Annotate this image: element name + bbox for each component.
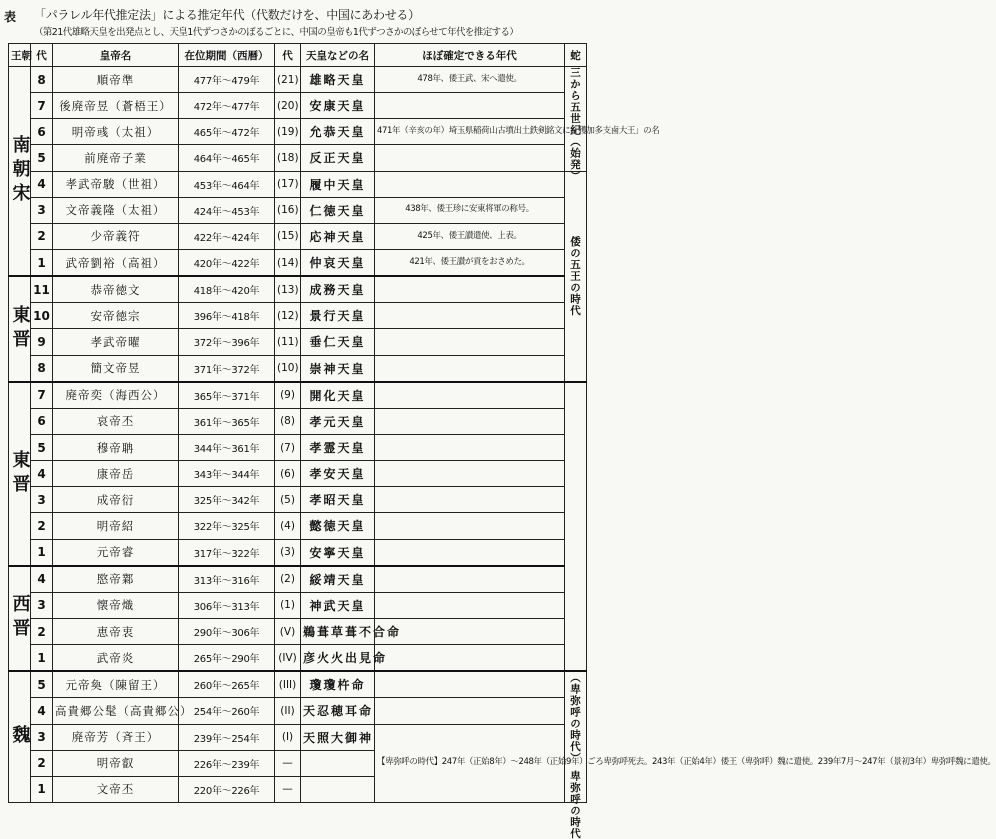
side-note-bottom: （卑弥呼の時代） 卑弥呼の時代 — [565, 671, 587, 802]
col-certain-years: ほぼ確定できる年代 — [375, 44, 565, 67]
note-cell: 421年、倭王讃が貢をおさめた。 — [375, 249, 565, 276]
table-row — [9, 618, 587, 644]
note-cell-himiko: 【卑弥呼の時代】247年（正始8年）〜248年（正始9年）ごろ卑弥呼死去。243年（正始4年）倭王（卑弥呼）魏に遣使。239年7月〜247年（景初3年）卑弥呼魏に遣使。 — [375, 724, 565, 802]
reign-period-cell: 424年〜453年 — [179, 197, 275, 223]
reign-period-cell: 418年〜420年 — [179, 276, 275, 303]
jp-emperor-cell: 景行天皇 — [301, 303, 375, 329]
jp-gen-cell: (8) — [275, 408, 301, 434]
emperor-name-cell: 恭帝徳文 — [53, 276, 179, 303]
dynasty-toushin-lower: 東晋 — [9, 382, 31, 566]
jp-gen-cell: (13) — [275, 276, 301, 303]
gen-cell: 3 — [31, 724, 53, 750]
table-row — [9, 171, 587, 197]
jp-emperor-cell — [301, 776, 375, 802]
gen-cell: 6 — [31, 408, 53, 434]
note-cell — [375, 698, 565, 724]
note-cell: 478年、倭王武、宋へ遣使。 — [375, 67, 565, 93]
note-cell — [375, 145, 565, 171]
gen-cell: 3 — [31, 592, 53, 618]
jp-emperor-cell: 懿徳天皇 — [301, 513, 375, 539]
table-row — [9, 303, 587, 329]
col-emperor-name: 皇帝名 — [53, 44, 179, 67]
jp-emperor-cell: 仲哀天皇 — [301, 249, 375, 276]
reign-period-cell: 453年〜464年 — [179, 171, 275, 197]
emperor-name-cell: 愍帝鄴 — [53, 566, 179, 593]
reign-period-cell: 343年〜344年 — [179, 461, 275, 487]
jp-emperor-cell: 仁徳天皇 — [301, 197, 375, 223]
dynasty-gi: 魏 — [9, 671, 31, 802]
gen-cell: 4 — [31, 171, 53, 197]
gen-cell: 1 — [31, 776, 53, 802]
jp-gen-cell: (III) — [275, 671, 301, 698]
jp-emperor-cell: 安康天皇 — [301, 93, 375, 119]
reign-period-cell: 365年〜371年 — [179, 382, 275, 409]
gen-cell: 1 — [31, 249, 53, 276]
col-dynasty: 王朝 — [9, 44, 31, 67]
jp-gen-cell: (I) — [275, 724, 301, 750]
note-cell — [375, 645, 565, 672]
note-cell — [375, 461, 565, 487]
col-reign-period: 在位期間（西暦） — [179, 44, 275, 67]
reign-period-cell: 290年〜306年 — [179, 618, 275, 644]
side-note-top: 三から五世紀（始発） — [565, 67, 587, 172]
emperor-name-cell: 康帝岳 — [53, 461, 179, 487]
gen-cell: 4 — [31, 566, 53, 593]
jp-gen-cell: (17) — [275, 171, 301, 197]
dynasty-seishin: 西晋 — [9, 566, 31, 672]
jp-gen-cell: (2) — [275, 566, 301, 593]
jp-gen-cell: (12) — [275, 303, 301, 329]
note-cell — [375, 355, 565, 382]
gen-cell: 3 — [31, 197, 53, 223]
reign-period-cell: 325年〜342年 — [179, 487, 275, 513]
reign-period-cell: 372年〜396年 — [179, 329, 275, 355]
table-row — [9, 355, 587, 382]
gen-cell: 7 — [31, 93, 53, 119]
dynasty-toushin-upper: 東晋 — [9, 276, 31, 382]
jp-gen-cell: — — [275, 750, 301, 776]
table-row — [9, 592, 587, 618]
table-body — [9, 67, 996, 839]
jp-emperor-cell: 鵜葺草葺不合命 — [301, 618, 375, 644]
jp-gen-cell: (10) — [275, 355, 301, 382]
dynasty-nanchosou: 南朝宋 — [9, 67, 31, 277]
note-cell: 471年（辛亥の年）埼玉県稲荷山古墳出土鉄剣銘文に「獲加多支鹵大王」の名 — [375, 119, 565, 145]
jp-gen-cell: (21) — [275, 67, 301, 93]
note-cell — [375, 618, 565, 644]
jp-emperor-cell: 応神天皇 — [301, 223, 375, 249]
jp-emperor-cell: 雄略天皇 — [301, 67, 375, 93]
jp-gen-cell: (16) — [275, 197, 301, 223]
gen-cell: 7 — [31, 382, 53, 409]
jp-emperor-cell: 孝霊天皇 — [301, 434, 375, 460]
table-row — [9, 698, 587, 724]
reign-period-cell: 317年〜322年 — [179, 539, 275, 566]
note-cell — [375, 487, 565, 513]
emperor-name-cell: 武帝劉裕（高祖） — [53, 249, 179, 276]
emperor-name-cell: 順帝準 — [53, 67, 179, 93]
page-subtitle: （第21代雄略天皇を出発点とし、天皇1代ずつさかのぼるごとに、中国の皇帝も1代ずつさかのぼらせて年代を推定する） — [34, 27, 519, 38]
note-cell — [375, 303, 565, 329]
jp-emperor-cell: 安寧天皇 — [301, 539, 375, 566]
table-row — [9, 145, 587, 171]
col-jp-generation: 代 — [275, 44, 301, 67]
header-row — [9, 44, 587, 67]
reign-period-cell: 361年〜365年 — [179, 408, 275, 434]
emperor-name-cell: 孝武帝駿（世祖） — [53, 171, 179, 197]
emperor-name-cell: 文帝丕 — [53, 776, 179, 802]
jp-emperor-cell: 天照大御神 — [301, 724, 375, 750]
emperor-name-cell: 安帝徳宗 — [53, 303, 179, 329]
gen-cell: 1 — [31, 645, 53, 672]
jp-emperor-cell: 神武天皇 — [301, 592, 375, 618]
gen-cell: 11 — [31, 276, 53, 303]
reign-period-cell: 472年〜477年 — [179, 93, 275, 119]
emperor-name-cell: 廃帝奕（海西公） — [53, 382, 179, 409]
reign-period-cell: 239年〜254年 — [179, 724, 275, 750]
col-generation: 代 — [31, 44, 53, 67]
gen-cell: 9 — [31, 329, 53, 355]
gen-cell: 1 — [31, 539, 53, 566]
gen-cell: 2 — [31, 618, 53, 644]
note-cell — [375, 513, 565, 539]
reign-period-cell: 396年〜418年 — [179, 303, 275, 329]
jp-emperor-cell: 崇神天皇 — [301, 355, 375, 382]
reign-period-cell: 344年〜361年 — [179, 434, 275, 460]
note-cell — [375, 592, 565, 618]
reign-period-cell: 220年〜226年 — [179, 776, 275, 802]
reign-period-cell: 254年〜260年 — [179, 698, 275, 724]
jp-emperor-cell: 反正天皇 — [301, 145, 375, 171]
note-cell — [375, 93, 565, 119]
gen-cell: 8 — [31, 355, 53, 382]
reign-period-cell: 260年〜265年 — [179, 671, 275, 698]
table-row — [9, 487, 587, 513]
jp-emperor-cell: 孝安天皇 — [301, 461, 375, 487]
emperor-name-cell: 廃帝芳（斉王） — [53, 724, 179, 750]
table-row — [9, 724, 587, 750]
jp-gen-cell: (7) — [275, 434, 301, 460]
jp-gen-cell: (19) — [275, 119, 301, 145]
reign-period-cell: 226年〜239年 — [179, 750, 275, 776]
jp-gen-cell: (14) — [275, 249, 301, 276]
jp-gen-cell: (II) — [275, 698, 301, 724]
table-row — [9, 223, 587, 249]
jp-gen-cell: (5) — [275, 487, 301, 513]
emperor-name-cell: 明帝紹 — [53, 513, 179, 539]
note-cell: 425年、倭王讃遣使、上表。 — [375, 223, 565, 249]
emperor-name-cell: 元帝奐（陳留王） — [53, 671, 179, 698]
gen-cell: 5 — [31, 145, 53, 171]
table-row — [9, 434, 587, 460]
gen-cell: 5 — [31, 434, 53, 460]
reign-period-cell: 322年〜325年 — [179, 513, 275, 539]
jp-emperor-cell: 垂仁天皇 — [301, 329, 375, 355]
reign-period-cell: 420年〜422年 — [179, 249, 275, 276]
gen-cell: 4 — [31, 698, 53, 724]
note-cell: 438年、倭王珍に安東将軍の称号。 — [375, 197, 565, 223]
gen-cell: 3 — [31, 487, 53, 513]
table-row — [9, 276, 587, 303]
emperor-name-cell: 簡文帝昱 — [53, 355, 179, 382]
emperor-name-cell: 哀帝丕 — [53, 408, 179, 434]
jp-gen-cell: (V) — [275, 618, 301, 644]
emperor-name-cell: 孝武帝曜 — [53, 329, 179, 355]
jp-gen-cell: (9) — [275, 382, 301, 409]
note-cell — [375, 276, 565, 303]
reign-period-cell: 313年〜316年 — [179, 566, 275, 593]
table-row — [9, 408, 587, 434]
jp-gen-cell: (18) — [275, 145, 301, 171]
side-blank — [565, 382, 587, 672]
side-note-mid: 倭の五王の時代 — [565, 171, 587, 382]
note-cell — [375, 434, 565, 460]
table-row — [9, 329, 587, 355]
jp-gen-cell: (IV) — [275, 645, 301, 672]
note-cell — [375, 382, 565, 409]
col-jp-emperor: 天皇などの名 — [301, 44, 375, 67]
table-row — [9, 197, 587, 223]
table-row — [9, 513, 587, 539]
emperor-name-cell: 武帝炎 — [53, 645, 179, 672]
jp-gen-cell: (6) — [275, 461, 301, 487]
emperor-name-cell: 高貴郷公髦（高貴郷公） — [53, 698, 179, 724]
table-row — [9, 93, 587, 119]
note-cell — [375, 566, 565, 593]
jp-emperor-cell: 天忍穂耳命 — [301, 698, 375, 724]
emperor-name-cell: 懐帝熾 — [53, 592, 179, 618]
table-row — [9, 461, 587, 487]
table-row — [9, 249, 587, 276]
emperor-name-cell: 成帝衍 — [53, 487, 179, 513]
emperor-name-cell: 明帝叡 — [53, 750, 179, 776]
jp-gen-cell: (20) — [275, 93, 301, 119]
reign-period-cell: 477年〜479年 — [179, 67, 275, 93]
emperor-name-cell: 明帝彧（太祖） — [53, 119, 179, 145]
jp-emperor-cell: 孝元天皇 — [301, 408, 375, 434]
reign-period-cell: 265年〜290年 — [179, 645, 275, 672]
jp-emperor-cell: 彦火火出見命 — [301, 645, 375, 672]
table-row — [9, 539, 587, 566]
table-row — [9, 566, 587, 593]
emperor-name-cell: 穆帝聃 — [53, 434, 179, 460]
table-row — [9, 645, 587, 672]
jp-gen-cell: (4) — [275, 513, 301, 539]
jp-emperor-cell: 允恭天皇 — [301, 119, 375, 145]
jp-emperor-cell: 孝昭天皇 — [301, 487, 375, 513]
emperor-name-cell: 後廃帝昱（蒼梧王） — [53, 93, 179, 119]
jp-emperor-cell: 履中天皇 — [301, 171, 375, 197]
reign-period-cell: 422年〜424年 — [179, 223, 275, 249]
reign-period-cell: 371年〜372年 — [179, 355, 275, 382]
jp-emperor-cell: 綏靖天皇 — [301, 566, 375, 593]
gen-cell: 2 — [31, 513, 53, 539]
chronology-table — [8, 43, 996, 839]
note-cell — [375, 329, 565, 355]
jp-gen-cell: — — [275, 776, 301, 802]
page-title: 「パラレル年代推定法」による推定年代（代数だけを、中国にあわせる） — [34, 8, 420, 22]
reign-period-cell: 464年〜465年 — [179, 145, 275, 171]
jp-emperor-cell: 開化天皇 — [301, 382, 375, 409]
note-cell — [375, 671, 565, 698]
jp-gen-cell: (11) — [275, 329, 301, 355]
emperor-name-cell: 恵帝衷 — [53, 618, 179, 644]
col-side: 蛇 — [565, 44, 587, 67]
gen-cell: 8 — [31, 67, 53, 93]
table-row — [9, 119, 587, 145]
gen-cell: 5 — [31, 671, 53, 698]
gen-cell: 10 — [31, 303, 53, 329]
table-row — [9, 67, 587, 93]
emperor-name-cell: 少帝義符 — [53, 223, 179, 249]
emperor-name-cell: 文帝義隆（太祖） — [53, 197, 179, 223]
note-cell — [375, 539, 565, 566]
gen-cell: 6 — [31, 119, 53, 145]
emperor-name-cell: 元帝睿 — [53, 539, 179, 566]
jp-gen-cell: (3) — [275, 539, 301, 566]
gen-cell: 2 — [31, 750, 53, 776]
jp-gen-cell: (1) — [275, 592, 301, 618]
jp-gen-cell: (15) — [275, 223, 301, 249]
emperor-name-cell: 前廃帝子業 — [53, 145, 179, 171]
note-cell — [375, 408, 565, 434]
jp-emperor-cell: 瓊瓊杵命 — [301, 671, 375, 698]
gen-cell: 4 — [31, 461, 53, 487]
reign-period-cell: 465年〜472年 — [179, 119, 275, 145]
jp-emperor-cell: 成務天皇 — [301, 276, 375, 303]
jp-emperor-cell — [301, 750, 375, 776]
table-row — [9, 671, 587, 698]
note-cell — [375, 171, 565, 197]
table-row — [9, 382, 587, 409]
table-label: 表 — [4, 10, 17, 24]
reign-period-cell: 306年〜313年 — [179, 592, 275, 618]
gen-cell: 2 — [31, 223, 53, 249]
